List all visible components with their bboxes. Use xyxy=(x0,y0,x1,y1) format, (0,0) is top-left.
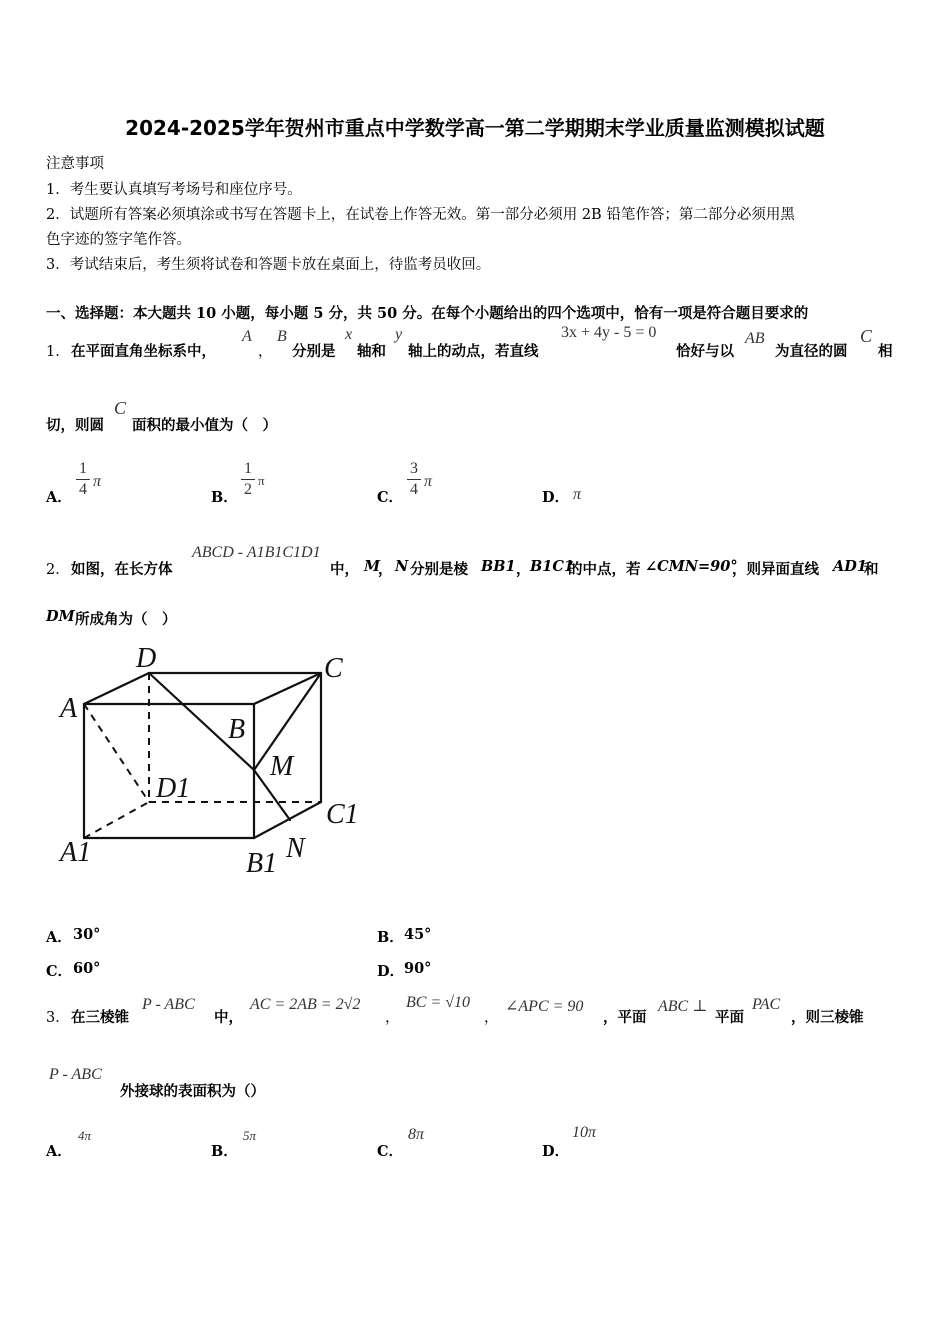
label-c1: C1 xyxy=(326,799,359,830)
q3-option-c-label[interactable]: C． xyxy=(377,1143,404,1160)
q1-text: 相 xyxy=(878,343,893,360)
denominator: 4 xyxy=(410,481,418,498)
q3-text: ，平面 xyxy=(603,1009,647,1026)
q2-option-c-label[interactable]: C． xyxy=(46,963,73,980)
q3-text: ，则三棱锥 xyxy=(791,1009,864,1026)
q1-ab: AB xyxy=(745,330,765,347)
q3-option-d-text: 10π xyxy=(572,1124,597,1141)
q2-solid-name: ABCD - A1B1C1D1 xyxy=(192,544,321,561)
q2-point-n: N xyxy=(395,558,409,575)
notice-item: 色字迹的签字笔作答。 xyxy=(46,232,191,248)
numerator: 3 xyxy=(410,460,418,477)
q2-line-ad1: AD1 xyxy=(833,558,867,575)
label-b: B xyxy=(228,714,246,745)
notice-item: 2．试题所有答案必须填涂或书写在答题卡上，在试卷上作答无效。第一部分必须用 2B 铅笔作答；第二部分必须用黑 xyxy=(46,207,795,223)
q1-option-b-label[interactable]: B． xyxy=(211,489,238,506)
notice-item: 1．考生要认真填写考场号和座位序号。 xyxy=(46,182,302,198)
q1-number: 1． xyxy=(46,344,70,360)
q3-pyramid: P - ABC xyxy=(49,1066,102,1083)
q2-number: 2． xyxy=(46,562,70,578)
q3-option-d-label[interactable]: D． xyxy=(542,1143,570,1160)
q3-eq-ac: AC = 2AB = 2√2 xyxy=(250,996,361,1013)
section-heading: 一、选择题：本大题共 10 小题，每小题 5 分，共 50 分。在每个小题给出的四个选项中，恰有一项是符合题目要求的 xyxy=(46,305,809,322)
numerator: 1 xyxy=(244,460,252,477)
q1-text: 在平面直角坐标系中， xyxy=(71,343,216,360)
q3-eq-bc: BC = √10 xyxy=(406,994,471,1011)
q1-option-d-label[interactable]: D． xyxy=(542,489,570,506)
q2-text: ，则异面直线 xyxy=(732,561,819,578)
q1-point-a: A xyxy=(242,328,252,345)
q1-option-c-label[interactable]: C． xyxy=(377,489,404,506)
label-b1: B1 xyxy=(246,848,278,879)
q2-text: 如图，在长方体 xyxy=(71,561,173,578)
q1-point-b: B xyxy=(277,328,287,345)
q2-line-dm: DM xyxy=(46,608,75,625)
label-d: D xyxy=(136,643,157,674)
q2-text: 和 xyxy=(864,561,879,578)
q3-option-a-text: 4π xyxy=(78,1128,92,1143)
label-n: N xyxy=(286,833,305,864)
label-d1: D1 xyxy=(156,773,191,804)
q2-option-a-label[interactable]: A． xyxy=(46,929,72,946)
q2-text: 中， xyxy=(330,561,359,578)
q3-pyramid: P - ABC xyxy=(142,996,195,1013)
edge-ad xyxy=(84,673,149,704)
q3-plane-abc: ABC ⊥ xyxy=(658,998,708,1015)
q2-edge-b1c1: B1C1 xyxy=(530,558,574,575)
q1-comma: ， xyxy=(258,344,273,360)
q1-option-b-pi: π xyxy=(258,473,265,488)
q1-text: 切，则圆 xyxy=(46,417,104,434)
q3-text: 平面 xyxy=(715,1009,744,1026)
exam-title: 2024-2025学年贺州市重点中学数学高一第二学期期末学业质量监测模拟试题 xyxy=(125,116,825,140)
q3-text: 在三棱锥 xyxy=(71,1009,129,1026)
q2-option-a-text: 30° xyxy=(73,926,101,943)
q3-option-b-text: 5π xyxy=(243,1128,257,1143)
denominator: 4 xyxy=(79,481,87,498)
q1-option-c-pi: π xyxy=(424,473,433,490)
segment-ad1 xyxy=(84,704,149,802)
q1-text: 恰好与以 xyxy=(676,343,734,360)
q3-text: 外接球的表面积为（） xyxy=(120,1083,265,1100)
q1-option-c-fraction xyxy=(407,460,421,499)
q3-plane-pac: PAC xyxy=(752,996,781,1013)
q3-number: 3． xyxy=(46,1010,70,1026)
q1-circle-c: C xyxy=(860,326,873,346)
label-m: M xyxy=(270,751,294,782)
q2-comma: ， xyxy=(516,561,531,578)
q2-comma: ， xyxy=(378,561,393,578)
label-c: C xyxy=(324,653,343,684)
cuboid-figure xyxy=(40,635,370,890)
q2-text: 所成角为（ ） xyxy=(75,611,177,628)
label-a1: A1 xyxy=(60,837,92,868)
q3-comma: ， xyxy=(385,1010,400,1026)
q1-option-d-pi: π xyxy=(573,486,582,503)
q1-text: 面积的最小值为（ ） xyxy=(132,417,277,434)
q1-option-a-fraction xyxy=(76,460,90,499)
q1-y: y xyxy=(395,326,403,343)
q2-option-b-text: 45° xyxy=(404,926,432,943)
q1-x: x xyxy=(345,326,353,343)
q3-comma: ， xyxy=(484,1010,499,1026)
q2-text: 分别是棱 xyxy=(410,561,468,578)
q2-angle: ∠CMN=90° xyxy=(645,558,738,575)
q3-option-a-label[interactable]: A． xyxy=(46,1143,72,1160)
q1-option-a-pi: π xyxy=(93,473,102,490)
q2-option-d-text: 90° xyxy=(404,960,432,977)
q1-circle-c: C xyxy=(114,398,127,418)
q2-edge-bb1: BB1 xyxy=(481,558,516,575)
q1-line-equation: 3x + 4y - 5 = 0 xyxy=(561,324,657,341)
notice-item: 3．考试结束后，考生须将试卷和答题卡放在桌面上，待监考员收回。 xyxy=(46,257,491,273)
q1-text: 轴和 xyxy=(357,343,386,360)
q2-point-m: M xyxy=(364,558,381,575)
q1-option-b-fraction xyxy=(241,460,255,499)
edge-a1d1 xyxy=(84,802,149,838)
q2-option-d-label[interactable]: D． xyxy=(377,963,405,980)
notice-heading: 注意事项 xyxy=(46,156,104,172)
q3-text: 中， xyxy=(214,1009,243,1026)
q1-option-a-label[interactable]: A． xyxy=(46,489,72,506)
q1-text: 分别是 xyxy=(292,343,336,360)
q3-option-c-text: 8π xyxy=(408,1126,425,1143)
q2-option-c-text: 60° xyxy=(73,960,101,977)
q1-text: 为直径的圆 xyxy=(775,343,848,360)
label-a: A xyxy=(60,693,78,724)
q2-option-b-label[interactable]: B． xyxy=(377,929,404,946)
q2-text: 的中点，若 xyxy=(568,561,641,578)
q3-eq-apc: ∠APC = 90 xyxy=(505,998,584,1015)
numerator: 1 xyxy=(79,460,87,477)
q3-option-b-label[interactable]: B． xyxy=(211,1143,238,1160)
q1-text: 轴上的动点，若直线 xyxy=(408,343,539,360)
denominator: 2 xyxy=(244,481,252,498)
